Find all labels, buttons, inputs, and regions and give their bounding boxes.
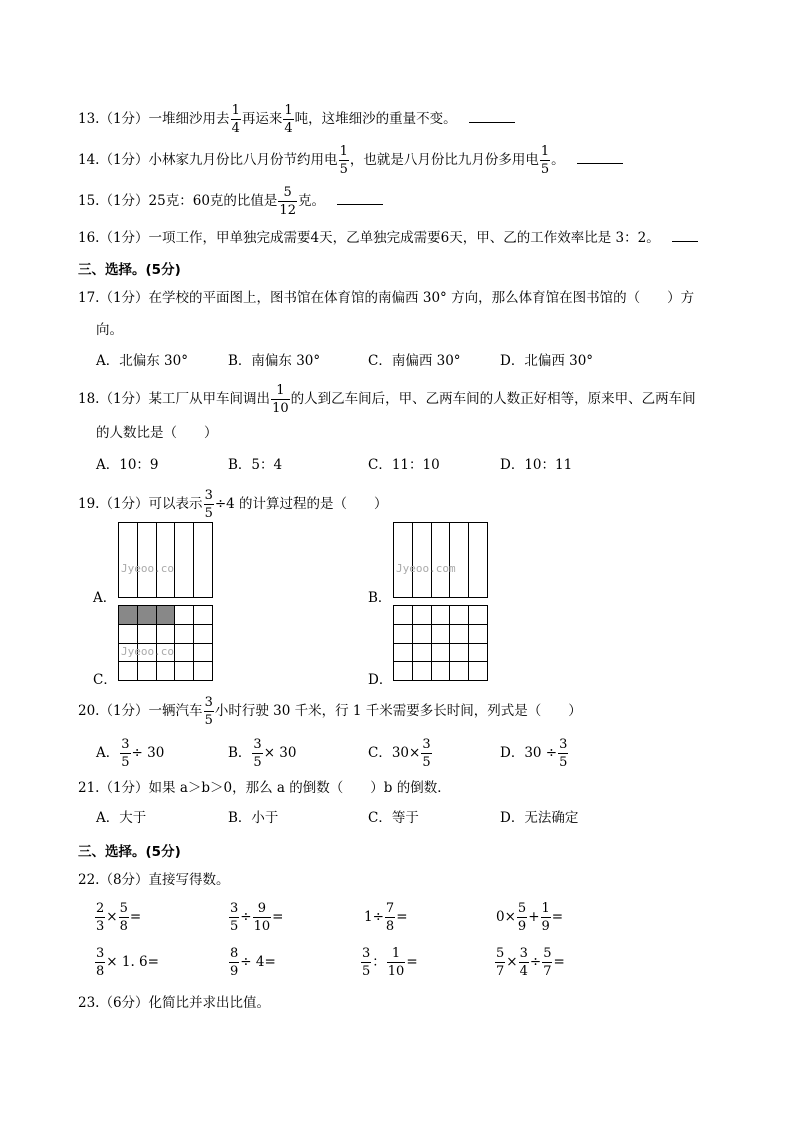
q14-text: 。 <box>551 152 565 168</box>
numerator: 5 <box>543 946 552 961</box>
numerator: 5 <box>517 901 527 916</box>
denominator: 5 <box>559 755 568 770</box>
numerator: 3 <box>519 946 528 961</box>
numerator: 8 <box>230 946 239 961</box>
fraction <box>120 738 130 769</box>
numerator: 3 <box>422 737 431 752</box>
question-20 <box>78 696 582 727</box>
fraction <box>542 947 552 978</box>
q19-option-c-label[interactable]: C． <box>93 672 117 688</box>
numerator: 1 <box>276 383 285 398</box>
calc-item-3 <box>364 902 408 933</box>
fraction <box>253 902 272 933</box>
fraction <box>517 902 527 933</box>
denominator: 10 <box>253 919 271 934</box>
fraction <box>278 186 297 217</box>
denominator: 5 <box>204 506 213 521</box>
operator: × <box>506 954 518 970</box>
numerator: 3 <box>230 901 239 916</box>
fraction <box>229 902 239 933</box>
figure-c-grid <box>118 605 213 681</box>
equals: = <box>406 954 418 970</box>
q18-text: 18.（1分）某工厂从甲车间调出 <box>78 391 271 407</box>
calc-item-1 <box>94 902 141 933</box>
operator: ： <box>372 954 386 970</box>
q20-option-c[interactable] <box>368 738 433 769</box>
answer-blank[interactable] <box>672 229 698 242</box>
q13-text: 吨，这堆细沙的重量不变。 <box>294 111 457 127</box>
denominator: 9 <box>517 919 527 934</box>
fraction <box>421 738 431 769</box>
q17-option-b[interactable]: B．南偏东 30° <box>228 353 321 369</box>
fraction <box>541 902 551 933</box>
option-text: × 30 <box>263 745 297 761</box>
numerator: 9 <box>257 901 266 916</box>
question-23: 23.（6分）化简比并求出比值。 <box>78 995 271 1011</box>
fraction <box>119 902 129 933</box>
calc-item-2 <box>228 902 283 933</box>
q19-text: ÷4 的计算过程的是（ ） <box>214 496 388 512</box>
section-heading: 三、选择。(5分) <box>78 844 181 860</box>
question-17-line1: 17.（1分）在学校的平面图上，图书馆在体育馆的南偏西 30° 方向，那么体育馆在图书馆的（ ）方 <box>78 290 695 306</box>
operator: ÷ <box>240 909 252 925</box>
q21-option-b[interactable]: B．小于 <box>228 810 279 826</box>
fraction <box>229 947 239 978</box>
q20-option-b[interactable] <box>228 738 296 769</box>
option-label: B． <box>228 745 252 761</box>
question-13 <box>78 104 515 135</box>
q20-option-a[interactable] <box>96 738 164 769</box>
numerator: 5 <box>496 946 505 961</box>
calc-item-5 <box>94 947 159 978</box>
equals: = <box>272 909 284 925</box>
denominator: 5 <box>230 919 239 934</box>
operand: × 1. 6= <box>106 954 159 970</box>
numerator: 1 <box>231 103 240 118</box>
denominator: 5 <box>540 162 550 177</box>
q21-option-c[interactable]: C．等于 <box>368 810 419 826</box>
numerator: 1 <box>541 901 550 916</box>
denominator: 5 <box>253 755 262 770</box>
q19-option-b-label[interactable]: B． <box>368 590 392 606</box>
q13-text: 13.（1分）一堆细沙用去 <box>78 111 230 127</box>
watermark: Jyeoo.co <box>121 562 174 575</box>
q16-text: 16.（1分）一项工作，甲单独完成需要4天，乙单独完成需要6天，甲、乙的工作效率比是 3：2。 <box>78 230 660 246</box>
fraction <box>204 489 214 520</box>
q17-option-c[interactable]: C．南偏西 30° <box>368 353 461 369</box>
numerator: 1 <box>339 144 348 159</box>
q14-text: 14.（1分）小林家九月份比八月份节约用电 <box>78 152 338 168</box>
denominator: 5 <box>204 713 213 728</box>
q20-option-d[interactable] <box>500 738 569 769</box>
equals: = <box>129 909 142 925</box>
numerator: 3 <box>204 695 213 710</box>
q18-option-a[interactable]: A．10：9 <box>96 457 159 473</box>
option-label: D．30 ÷ <box>500 745 558 761</box>
denominator: 10 <box>272 401 289 416</box>
numerator: 2 <box>96 901 105 916</box>
q21-option-d[interactable]: D．无法确定 <box>500 810 579 826</box>
question-21: 21.（1分）如果 a＞b＞0，那么 a 的倒数（ ）b 的倒数． <box>78 780 451 796</box>
numerator: 5 <box>119 901 128 916</box>
equals: = <box>551 909 564 925</box>
numerator: 1 <box>540 144 550 159</box>
operator: + <box>528 909 540 925</box>
q15-text: 15.（1分）25克：60克的比值是 <box>78 193 278 209</box>
denominator: 8 <box>96 964 105 979</box>
denominator: 4 <box>519 964 528 979</box>
fraction <box>387 947 406 978</box>
watermark: Jyeoo.com <box>396 562 456 575</box>
q14-text: ，也就是八月份比九月份多用电 <box>349 152 539 168</box>
numerator: 7 <box>385 901 395 916</box>
denominator: 10 <box>387 964 405 979</box>
answer-blank[interactable] <box>469 110 515 123</box>
equals: = <box>553 954 565 970</box>
fraction <box>540 145 550 176</box>
denominator: 5 <box>339 162 348 177</box>
denominator: 5 <box>121 755 130 770</box>
numerator: 3 <box>96 946 105 961</box>
fraction <box>339 145 349 176</box>
calc-item-7 <box>360 947 418 978</box>
q17-option-d[interactable]: D．北偏西 30° <box>500 353 594 369</box>
denominator: 3 <box>96 919 105 934</box>
q18-text: 的人到乙车间后，甲、乙两车间的人数正好相等，原来甲、乙两车间 <box>290 391 696 407</box>
answer-blank[interactable] <box>337 192 383 205</box>
numerator: 3 <box>121 737 130 752</box>
numerator: 3 <box>204 488 213 503</box>
fraction <box>283 104 293 135</box>
operand: 1÷ <box>364 909 384 925</box>
numerator: 1 <box>391 946 401 961</box>
q20-text: 小时行驶 30 千米，行 1 千米需要多长时间，列式是（ ） <box>214 703 582 719</box>
calc-item-8 <box>494 947 565 978</box>
fraction <box>558 738 568 769</box>
figure-b-strips <box>393 522 488 598</box>
calc-item-4 <box>496 902 563 933</box>
q13-text: 再运来 <box>241 111 283 127</box>
q21-option-a[interactable]: A．大于 <box>96 810 147 826</box>
fraction <box>204 696 214 727</box>
q18-option-d[interactable]: D．10：11 <box>500 457 573 473</box>
numerator: 3 <box>253 737 262 752</box>
operand: ÷ 4= <box>240 954 276 970</box>
denominator: 4 <box>231 121 240 136</box>
fraction <box>231 104 241 135</box>
q19-option-d-label[interactable]: D． <box>368 672 393 688</box>
q15-text: 克。 <box>297 193 325 209</box>
question-19 <box>78 489 388 520</box>
figure-d-grid <box>393 605 488 681</box>
fraction <box>361 947 371 978</box>
question-14 <box>78 145 623 176</box>
fraction <box>385 902 395 933</box>
question-18-line1 <box>78 384 696 415</box>
option-text: ÷ 30 <box>131 745 165 761</box>
operator: ÷ <box>529 954 542 970</box>
equals: = <box>396 909 408 925</box>
figure-a-strips <box>118 522 213 598</box>
fraction <box>95 947 105 978</box>
denominator: 7 <box>543 964 552 979</box>
q18-option-b[interactable]: B．5：4 <box>228 457 283 473</box>
denominator: 8 <box>119 919 128 934</box>
numerator: 1 <box>284 103 293 118</box>
q20-text: 20.（1分）一辆汽车 <box>78 703 203 719</box>
operand: 0× <box>496 909 516 925</box>
denominator: 12 <box>279 203 296 218</box>
question-16 <box>78 228 698 248</box>
option-label: C．30× <box>368 745 421 761</box>
denominator: 8 <box>385 919 395 934</box>
denominator: 7 <box>496 964 505 979</box>
q19-text: 19.（1分）可以表示 <box>78 496 203 512</box>
denominator: 9 <box>541 919 550 934</box>
option-label: A． <box>96 745 120 761</box>
fraction <box>271 384 290 415</box>
fraction <box>495 947 505 978</box>
numerator: 3 <box>362 946 371 961</box>
denominator: 9 <box>230 964 239 979</box>
q17-option-a[interactable]: A．北偏东 30° <box>96 353 188 369</box>
q19-option-a-label[interactable]: A． <box>93 590 117 606</box>
numerator: 5 <box>283 185 292 200</box>
denominator: 4 <box>284 121 293 136</box>
question-17-line2: 向。 <box>96 322 123 338</box>
question-18-line2: 的人数比是（ ） <box>96 425 218 441</box>
fraction <box>252 738 262 769</box>
section-heading: 三、选择。(5分) <box>78 262 181 278</box>
question-22: 22.（8分）直接写得数。 <box>78 872 230 888</box>
fraction <box>519 947 529 978</box>
operator: × <box>106 909 118 925</box>
denominator: 5 <box>362 964 371 979</box>
watermark: Jyeoo.co <box>121 645 174 658</box>
fraction <box>95 902 105 933</box>
denominator: 5 <box>422 755 431 770</box>
calc-item-6 <box>228 947 276 978</box>
question-15 <box>78 186 383 217</box>
q18-option-c[interactable]: C．11：10 <box>368 457 440 473</box>
numerator: 3 <box>559 737 568 752</box>
answer-blank[interactable] <box>577 151 623 164</box>
